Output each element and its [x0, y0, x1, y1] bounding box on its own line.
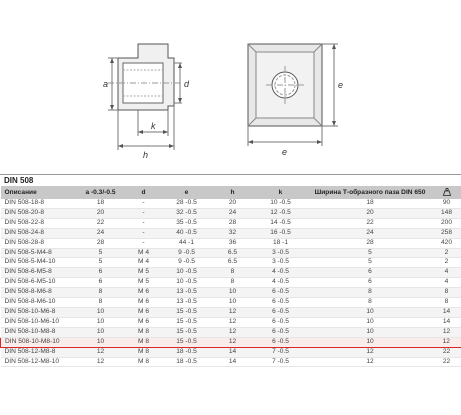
header-h: h — [230, 189, 235, 196]
cell-a: 10 — [75, 327, 127, 337]
cell-e: 32 -0.5 — [161, 208, 213, 218]
dim-a-label: a — [103, 79, 109, 89]
cell-k: 14 -0.5 — [253, 218, 309, 228]
cell-d: M 5 — [127, 268, 161, 278]
cell-k: 7 -0.5 — [253, 347, 309, 357]
cell-name: DIN 508-10-M6-10 — [1, 317, 75, 327]
cell-name: DIN 508-8-M6-8 — [1, 288, 75, 298]
cell-a: 24 — [75, 228, 127, 238]
cell-weight: 420 — [432, 238, 461, 248]
cell-d: M 6 — [127, 298, 161, 308]
cell-a: 18 — [75, 199, 127, 208]
cell-slot-width: 5 — [309, 258, 432, 268]
technical-drawings — [0, 0, 461, 174]
table-row — [1, 199, 461, 208]
cell-h: 32 — [213, 228, 253, 238]
cell-slot-width: 20 — [309, 208, 432, 218]
cell-weight: 4 — [432, 278, 461, 288]
cell-d: M 6 — [127, 288, 161, 298]
cell-k: 6 -0.5 — [253, 337, 309, 347]
cell-name: DIN 508-6-M5-10 — [1, 278, 75, 288]
cell-name: DIN 508-6-M5-8 — [1, 268, 75, 278]
cell-slot-width: 10 — [309, 337, 432, 347]
cell-e: 18 -0.5 — [161, 357, 213, 367]
cell-k: 6 -0.5 — [253, 307, 309, 317]
cell-a: 20 — [75, 208, 127, 218]
cell-d: - — [127, 199, 161, 208]
cell-name: DIN 508-5-M4-8 — [1, 248, 75, 258]
cell-h: 36 — [213, 238, 253, 248]
table-row — [1, 228, 461, 238]
cell-h: 20 — [213, 199, 253, 208]
table-row — [1, 327, 461, 337]
weight-icon — [442, 188, 452, 196]
cell-h: 12 — [213, 337, 253, 347]
cell-weight: 14 — [432, 307, 461, 317]
cell-e: 18 -0.5 — [161, 347, 213, 357]
table-row — [1, 337, 461, 347]
cell-d: M 8 — [127, 327, 161, 337]
cell-name: DIN 508-8-M6-10 — [1, 298, 75, 308]
cell-k: 7 -0.5 — [253, 357, 309, 367]
cell-weight: 2 — [432, 248, 461, 258]
cell-weight: 14 — [432, 317, 461, 327]
din508-table — [0, 186, 461, 367]
dim-h-label: h — [143, 150, 149, 160]
dim-e-bottom-label: e — [282, 147, 288, 157]
cell-e: 40 -0.5 — [161, 228, 213, 238]
table-row — [1, 347, 461, 357]
cell-weight: 22 — [432, 357, 461, 367]
cell-e: 28 -0.5 — [161, 199, 213, 208]
cell-slot-width: 12 — [309, 357, 432, 367]
cell-slot-width: 8 — [309, 298, 432, 308]
cell-slot-width: 12 — [309, 347, 432, 357]
header-slot-width: Ширина Т-образного паза DIN 650 — [314, 189, 426, 196]
cell-name: DIN 508-10-M8-8 — [1, 327, 75, 337]
cell-e: 44 -1 — [161, 238, 213, 248]
cell-name: DIN 508-10-M8-10 — [1, 337, 75, 347]
cell-d: M 6 — [127, 317, 161, 327]
cell-weight: 22 — [432, 347, 461, 357]
table-row — [1, 307, 461, 317]
cell-a: 10 — [75, 337, 127, 347]
cell-h: 24 — [213, 208, 253, 218]
din508-table-section — [0, 174, 461, 367]
cell-name: DIN 508-28-8 — [1, 238, 75, 248]
cell-d: - — [127, 238, 161, 248]
table-row — [1, 258, 461, 268]
cell-a: 8 — [75, 288, 127, 298]
side-view-drawing — [108, 44, 182, 150]
cell-h: 12 — [213, 307, 253, 317]
cell-d: - — [127, 218, 161, 228]
header-d: d — [141, 189, 146, 196]
cell-name: DIN 508-24-8 — [1, 228, 75, 238]
cell-e: 15 -0.5 — [161, 337, 213, 347]
cell-k: 4 -0.5 — [253, 268, 309, 278]
dim-d-label: d — [184, 79, 190, 89]
cell-weight: 8 — [432, 288, 461, 298]
cell-name: DIN 508-18-8 — [1, 199, 75, 208]
cell-k: 6 -0.5 — [253, 327, 309, 337]
cell-weight: 12 — [432, 327, 461, 337]
cell-weight: 148 — [432, 208, 461, 218]
cell-d: M 8 — [127, 337, 161, 347]
header-k: k — [278, 189, 283, 196]
cell-name: DIN 508-5-M4-10 — [1, 258, 75, 268]
cell-weight: 12 — [432, 337, 461, 347]
cell-h: 8 — [213, 278, 253, 288]
cell-e: 15 -0.5 — [161, 327, 213, 337]
cell-d: M 4 — [127, 248, 161, 258]
cell-weight: 258 — [432, 228, 461, 238]
cell-weight: 2 — [432, 258, 461, 268]
table-row — [1, 317, 461, 327]
cell-e: 10 -0.5 — [161, 268, 213, 278]
cell-k: 6 -0.5 — [253, 298, 309, 308]
top-view-drawing — [248, 44, 338, 146]
table-row — [1, 268, 461, 278]
cell-d: - — [127, 228, 161, 238]
cell-slot-width: 24 — [309, 228, 432, 238]
cell-slot-width: 6 — [309, 278, 432, 288]
table-row — [1, 248, 461, 258]
cell-k: 3 -0.5 — [253, 258, 309, 268]
cell-h: 6.5 — [213, 258, 253, 268]
cell-h: 14 — [213, 357, 253, 367]
cell-k: 6 -0.5 — [253, 288, 309, 298]
table-row — [1, 288, 461, 298]
table-header-row — [1, 186, 461, 199]
cell-slot-width: 10 — [309, 307, 432, 317]
cell-h: 12 — [213, 327, 253, 337]
cell-e: 13 -0.5 — [161, 288, 213, 298]
cell-k: 3 -0.5 — [253, 248, 309, 258]
cell-d: M 4 — [127, 258, 161, 268]
section-title: DIN 508 — [0, 174, 461, 186]
cell-k: 18 -1 — [253, 238, 309, 248]
cell-h: 12 — [213, 317, 253, 327]
cell-d: M 5 — [127, 278, 161, 288]
cell-k: 16 -0.5 — [253, 228, 309, 238]
cell-name: DIN 508-10-M6-8 — [1, 307, 75, 317]
cell-a: 12 — [75, 357, 127, 367]
cell-slot-width: 10 — [309, 317, 432, 327]
cell-h: 10 — [213, 288, 253, 298]
header-weight — [432, 186, 461, 199]
cell-k: 10 -0.5 — [253, 199, 309, 208]
cell-name: DIN 508-12-M8-8 — [1, 347, 75, 357]
cell-d: M 8 — [127, 357, 161, 367]
cell-d: M 8 — [127, 347, 161, 357]
cell-k: 6 -0.5 — [253, 317, 309, 327]
cell-e: 9 -0.5 — [161, 258, 213, 268]
cell-e: 13 -0.5 — [161, 298, 213, 308]
cell-a: 5 — [75, 248, 127, 258]
dim-e-side-label: e — [338, 80, 344, 90]
cell-name: DIN 508-20-8 — [1, 208, 75, 218]
cell-a: 8 — [75, 298, 127, 308]
cell-e: 15 -0.5 — [161, 307, 213, 317]
table-row — [1, 238, 461, 248]
cell-slot-width: 18 — [309, 199, 432, 208]
cell-e: 10 -0.5 — [161, 278, 213, 288]
cell-slot-width: 22 — [309, 218, 432, 228]
cell-a: 10 — [75, 307, 127, 317]
cell-slot-width: 5 — [309, 248, 432, 258]
cell-e: 9 -0.5 — [161, 248, 213, 258]
cell-d: M 6 — [127, 307, 161, 317]
cell-name: DIN 508-12-M8-10 — [1, 357, 75, 367]
cell-k: 4 -0.5 — [253, 278, 309, 288]
table-body — [1, 199, 461, 367]
cell-slot-width: 10 — [309, 327, 432, 337]
cell-slot-width: 6 — [309, 268, 432, 278]
drawing-canvas — [0, 0, 461, 174]
cell-weight: 200 — [432, 218, 461, 228]
table-row — [1, 278, 461, 288]
cell-a: 5 — [75, 258, 127, 268]
cell-weight: 90 — [432, 199, 461, 208]
cell-slot-width: 8 — [309, 288, 432, 298]
table-row — [1, 298, 461, 308]
cell-h: 14 — [213, 347, 253, 357]
cell-d: - — [127, 208, 161, 218]
cell-a: 22 — [75, 218, 127, 228]
cell-a: 12 — [75, 347, 127, 357]
header-e: e — [184, 189, 189, 196]
cell-a: 28 — [75, 238, 127, 248]
cell-a: 6 — [75, 268, 127, 278]
cell-h: 28 — [213, 218, 253, 228]
cell-slot-width: 28 — [309, 238, 432, 248]
dim-k-label: k — [151, 121, 156, 131]
table-row — [1, 357, 461, 367]
cell-h: 6.5 — [213, 248, 253, 258]
table-row — [1, 218, 461, 228]
cell-name: DIN 508-22-8 — [1, 218, 75, 228]
cell-h: 10 — [213, 298, 253, 308]
cell-k: 12 -0.5 — [253, 208, 309, 218]
header-a: a -0.3/-0.5 — [85, 189, 116, 196]
cell-weight: 8 — [432, 298, 461, 308]
table-row — [1, 208, 461, 218]
cell-e: 35 -0.5 — [161, 218, 213, 228]
cell-a: 6 — [75, 278, 127, 288]
cell-a: 10 — [75, 317, 127, 327]
cell-h: 8 — [213, 268, 253, 278]
cell-weight: 4 — [432, 268, 461, 278]
header-name: Описание — [4, 189, 37, 196]
cell-e: 15 -0.5 — [161, 317, 213, 327]
